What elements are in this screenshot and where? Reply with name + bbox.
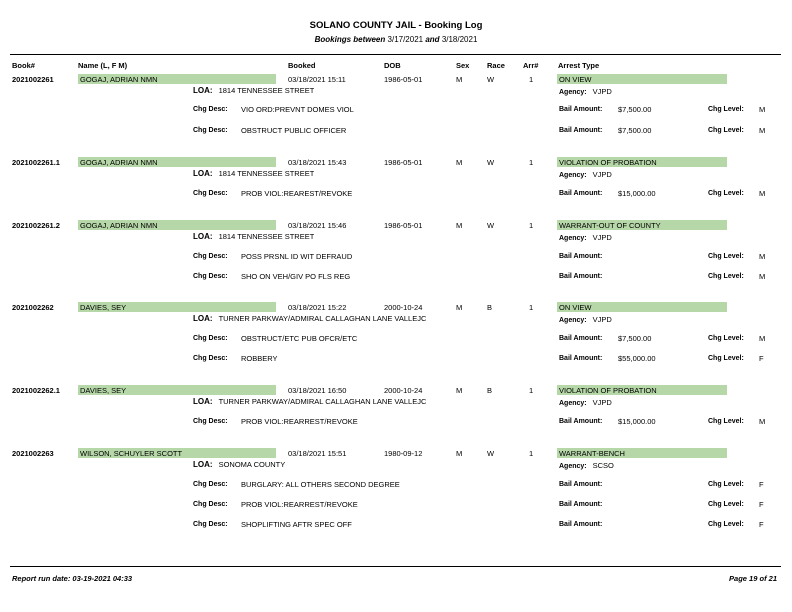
location-of-arrest [193,86,314,95]
agency-label: Agency: [559,235,587,242]
charge-level: M [759,126,766,135]
footer-rule [10,566,781,567]
bail-amount-label: Bail Amount: [559,127,603,134]
chg-desc-label: Chg Desc: [193,273,228,280]
sex: M [456,449,463,458]
date-of-birth: 1986-05-01 [384,158,423,167]
bail-amount-label: Bail Amount: [559,335,603,342]
charge-level: M [759,105,766,114]
col-header-dob: DOB [384,61,401,70]
arrest-number: 1 [529,449,534,458]
race: W [487,158,495,167]
arrest-type: VIOLATION OF PROBATION [559,158,657,167]
bail-amount-label: Bail Amount: [559,418,603,425]
booked-datetime: 03/18/2021 15:43 [288,158,347,167]
book-number: 2021002262 [12,303,54,312]
book-number: 2021002261.1 [12,158,60,167]
charge-description: VIO ORD:PREVNT DOMES VIOL [241,105,354,114]
bail-amount-label: Bail Amount: [559,253,603,260]
agency [559,315,612,324]
date-of-birth: 1980-09-12 [384,449,423,458]
inmate-name: DAVIES, SEY [80,303,127,312]
chg-desc-label: Chg Desc: [193,335,228,342]
booked-datetime: 03/18/2021 16:50 [288,386,347,395]
charge-description: ROBBERY [241,354,278,363]
report-run-date: Report run date: 03-19-2021 04:33 [12,574,133,583]
arrest-type: WARRANT-BENCH [559,449,625,458]
chg-level-label: Chg Level: [708,521,744,528]
chg-desc-label: Chg Desc: [193,481,228,488]
booked-datetime: 03/18/2021 15:22 [288,303,347,312]
bail-amount-label: Bail Amount: [559,106,603,113]
loa-value: 1814 TENNESSEE STREET [218,86,315,95]
agency [559,233,612,242]
race: B [487,303,493,312]
book-number: 2021002261 [12,75,54,84]
chg-level-label: Chg Level: [708,335,744,342]
report-subtitle [0,35,792,44]
charge-description: POSS PRSNL ID WIT DEFRAUD [241,252,353,261]
date-from: 3/17/2021 [387,35,424,44]
book-number: 2021002262.1 [12,386,60,395]
arrest-number: 1 [529,158,534,167]
bail-amount-label: Bail Amount: [559,273,603,280]
bail-amount: $7,500.00 [618,334,652,343]
race: B [487,386,493,395]
arrest-number: 1 [529,386,534,395]
bail-amount-label: Bail Amount: [559,501,603,508]
col-header-name: Name (L, F M) [78,61,128,70]
agency-value: VJPD [592,398,612,407]
race: W [487,75,495,84]
charge-level: M [759,417,766,426]
chg-desc-label: Chg Desc: [193,501,228,508]
loa-label: LOA: [193,232,213,241]
race: W [487,221,495,230]
charge-level: F [759,354,764,363]
book-number: 2021002261.2 [12,221,60,230]
sex: M [456,221,463,230]
location-of-arrest [193,460,285,469]
chg-level-label: Chg Level: [708,190,744,197]
bail-amount: $15,000.00 [618,189,656,198]
loa-label: LOA: [193,314,213,323]
chg-level-label: Chg Level: [708,273,744,280]
agency-value: VJPD [592,170,612,179]
arrest-type: ON VIEW [559,303,592,312]
report-title: SOLANO COUNTY JAIL - Booking Log [309,20,483,31]
race: W [487,449,495,458]
bail-amount-label: Bail Amount: [559,190,603,197]
agency-value: VJPD [592,87,612,96]
arrest-number: 1 [529,75,534,84]
arrest-number: 1 [529,221,534,230]
and-label: and [425,35,440,44]
bail-amount: $7,500.00 [618,126,652,135]
charge-description: OBSTRUCT PUBLIC OFFICER [241,126,347,135]
sex: M [456,303,463,312]
charge-description: PROB VIOL:REAREST/REVOKE [241,189,353,198]
arrest-type: ON VIEW [559,75,592,84]
inmate-name: WILSON, SCHUYLER SCOTT [80,449,183,458]
agency-value: SCSO [592,461,614,470]
location-of-arrest [193,397,426,406]
charge-description: SHO ON VEH/GIV PO FLS REG [241,272,351,281]
bail-amount: $7,500.00 [618,105,652,114]
agency-value: VJPD [592,233,612,242]
chg-level-label: Chg Level: [708,418,744,425]
bail-amount-label: Bail Amount: [559,521,603,528]
agency-label: Agency: [559,89,587,96]
booked-datetime: 03/18/2021 15:11 [288,75,346,84]
date-of-birth: 2000-10-24 [384,303,423,312]
header-rule [10,54,781,55]
loa-label: LOA: [193,397,213,406]
subtitle-label: Bookings between [314,35,386,44]
bail-amount-label: Bail Amount: [559,355,603,362]
loa-value: SONOMA COUNTY [218,460,286,469]
charge-description: PROB VIOL:REARREST/REVOKE [241,500,358,509]
sex: M [456,75,463,84]
charge-level: M [759,252,766,261]
chg-desc-label: Chg Desc: [193,127,228,134]
arrest-type: WARRANT-OUT OF COUNTY [559,221,661,230]
bail-amount: $55,000.00 [618,354,656,363]
arrest-number: 1 [529,303,534,312]
date-of-birth: 1986-05-01 [384,221,423,230]
bail-amount-label: Bail Amount: [559,481,603,488]
sex: M [456,158,463,167]
charge-description: BURGLARY: ALL OTHERS SECOND DEGREE [241,480,400,489]
col-header-booked: Booked [288,61,316,70]
chg-desc-label: Chg Desc: [193,355,228,362]
location-of-arrest [193,314,426,323]
location-of-arrest [193,232,314,241]
agency-label: Agency: [559,172,587,179]
charge-level: M [759,272,766,281]
col-header-arr: Arr# [523,61,539,70]
inmate-name: GOGAJ, ADRIAN NMN [80,158,158,167]
booked-datetime: 03/18/2021 15:46 [288,221,347,230]
chg-level-label: Chg Level: [708,253,744,260]
agency [559,398,612,407]
charge-description: OBSTRUCT/ETC PUB OFCR/ETC [241,334,358,343]
charge-level: M [759,334,766,343]
agency-label: Agency: [559,463,587,470]
agency [559,170,612,179]
agency [559,87,612,96]
sex: M [456,386,463,395]
agency-label: Agency: [559,400,587,407]
charge-level: F [759,500,764,509]
loa-value: 1814 TENNESSEE STREET [218,232,315,241]
chg-desc-label: Chg Desc: [193,190,228,197]
charge-level: F [759,520,764,529]
chg-level-label: Chg Level: [708,501,744,508]
loa-value: TURNER PARKWAY/ADMIRAL CALLAGHAN LANE VALLEJC [218,397,427,406]
charge-level: M [759,189,766,198]
chg-level-label: Chg Level: [708,127,744,134]
chg-desc-label: Chg Desc: [193,521,228,528]
charge-description: PROB VIOL:REARREST/REVOKE [241,417,358,426]
col-header-arrest-type: Arrest Type [558,61,600,70]
loa-label: LOA: [193,169,213,178]
arrest-type: VIOLATION OF PROBATION [559,386,657,395]
col-header-race: Race [487,61,505,70]
loa-label: LOA: [193,86,213,95]
col-header-sex: Sex [456,61,470,70]
chg-desc-label: Chg Desc: [193,253,228,260]
page-number: Page 19 of 21 [729,574,777,583]
booked-datetime: 03/18/2021 15:51 [288,449,347,458]
date-of-birth: 1986-05-01 [384,75,423,84]
chg-desc-label: Chg Desc: [193,418,228,425]
loa-value: TURNER PARKWAY/ADMIRAL CALLAGHAN LANE VALLEJC [218,314,427,323]
agency-label: Agency: [559,317,587,324]
agency [559,461,614,470]
inmate-name: GOGAJ, ADRIAN NMN [80,75,158,84]
charge-level: F [759,480,764,489]
chg-level-label: Chg Level: [708,355,744,362]
chg-level-label: Chg Level: [708,481,744,488]
inmate-name: GOGAJ, ADRIAN NMN [80,221,158,230]
location-of-arrest [193,169,314,178]
loa-value: 1814 TENNESSEE STREET [218,169,315,178]
col-header-book: Book# [12,61,35,70]
chg-desc-label: Chg Desc: [193,106,228,113]
inmate-name: DAVIES, SEY [80,386,127,395]
book-number: 2021002263 [12,449,54,458]
agency-value: VJPD [592,315,612,324]
chg-level-label: Chg Level: [708,106,744,113]
date-to: 3/18/2021 [441,35,478,44]
bail-amount: $15,000.00 [618,417,656,426]
charge-description: SHOPLIFTING AFTR SPEC OFF [241,520,352,529]
date-of-birth: 2000-10-24 [384,386,423,395]
loa-label: LOA: [193,460,213,469]
